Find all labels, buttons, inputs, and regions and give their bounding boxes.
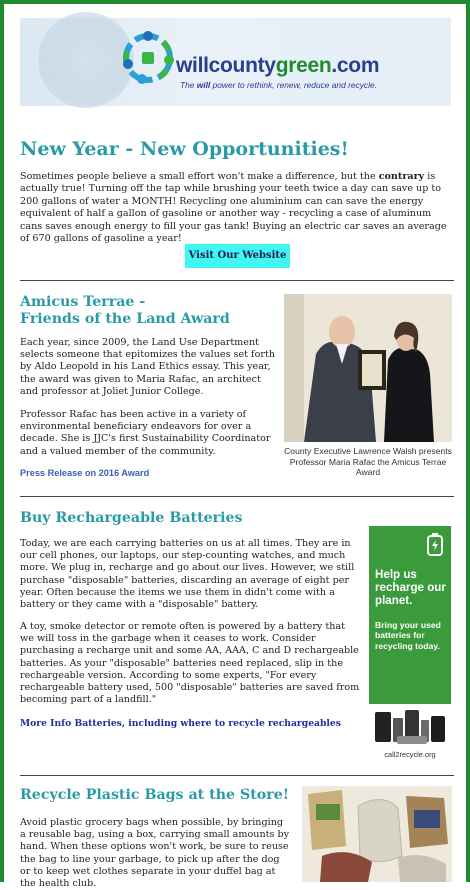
intro-text bbox=[20, 171, 450, 245]
amicus-title-line2: Friends of the Land Award bbox=[20, 311, 230, 327]
amicus-title bbox=[20, 294, 230, 328]
recycle-ring-logo-icon bbox=[116, 26, 180, 90]
ad-headline: Help us recharge our planet. bbox=[375, 568, 446, 607]
ad-body: Bring your used batteries for recycling today. bbox=[375, 620, 441, 651]
section-divider bbox=[20, 496, 454, 497]
battery-icon bbox=[425, 532, 445, 556]
brand-part-2: green bbox=[275, 54, 332, 77]
intro-text-after: is actually true! Turning off the tap while brushing your teeth twice a day can save up to 200 gallons of water a MONTH! Recycling one aluminium can can save the energy equivalent of half a gallon of gasoline or another way - recycling a case of aluminum cans saves enough energy to fill your gas tank! Buying an electric car saves an average of 670 gallons of gasoline a year! bbox=[20, 171, 447, 245]
ad-url: call2recycle.org bbox=[384, 750, 436, 759]
tagline-bold: will bbox=[196, 80, 211, 90]
press-release-link[interactable]: Press Release on 2016 Award bbox=[20, 468, 150, 478]
batteries-paragraph-1: Today, we are each carrying batteries on us at all times. They are in our cell phones, our laptops, our step-counting watches, and much more. We plug in, recharge and go about our lives. However, we still purchase "disposable" batteries, discarding an average of eight per year. Often because the items we use them in didn't come with a battery or they came with a "disposable" battery. bbox=[20, 538, 355, 611]
plastic-paragraph-1: Avoid plastic grocery bags when possible, by bringing a reusable bag, using a box, carrying small amounts by hand. When these options won't work, be sure to reuse the bag to line your garbage, to pick up after the dog or to keep wet clothes separate in your duffel bag at the health club. bbox=[20, 817, 290, 890]
batteries-title: Buy Rechargeable Batteries bbox=[20, 510, 243, 526]
visit-website-button[interactable]: Visit Our Website bbox=[185, 244, 290, 268]
award-photo bbox=[284, 294, 452, 442]
amicus-paragraph-2: Professor Rafac has been active in a variety of environmental beneficiary endeavors for over a decade. She is JJC's first Sustainability Coordinator and a valued member of the community. bbox=[20, 409, 271, 457]
tagline-pre: The bbox=[180, 80, 197, 90]
ad-green-panel bbox=[369, 526, 451, 704]
batteries-more-info-link[interactable]: More Info Batteries, including where to recycle rechargeables bbox=[20, 718, 341, 729]
plastic-bags-image bbox=[302, 786, 452, 882]
phones-batteries-image bbox=[371, 706, 449, 748]
header-banner[interactable] bbox=[20, 18, 451, 106]
brand-tagline bbox=[180, 80, 377, 90]
award-photo-caption: County Executive Lawrence Walsh presents Professor Maria Rafac the Amicus Terrae Award bbox=[284, 446, 452, 477]
intro-title: New Year - New Opportunities! bbox=[20, 138, 349, 160]
call2recycle-ad[interactable] bbox=[369, 526, 451, 764]
intro-text-before: Sometimes people believe a small effort won't make a difference, but the bbox=[20, 171, 379, 182]
tagline-post: power to rethink, renew, reduce and recycle. bbox=[210, 80, 377, 90]
section-divider bbox=[20, 775, 454, 776]
intro-text-bold: contrary bbox=[378, 171, 425, 182]
plastic-bags-photo bbox=[302, 786, 452, 882]
award-photo-image bbox=[284, 294, 452, 442]
section-divider bbox=[20, 280, 454, 281]
amicus-paragraph-1: Each year, since 2009, the Land Use Department selects someone that epitomizes the values set forth by Aldo Leopold in his Land Ethics essay. This year, the award was given to Maria Rafac, an architect and professor at Joliet Junior College. bbox=[20, 337, 276, 397]
brand-part-1: willcounty bbox=[176, 54, 276, 77]
brand-wordmark bbox=[176, 54, 379, 78]
amicus-title-line1: Amicus Terrae - bbox=[20, 294, 146, 310]
plastic-title: Recycle Plastic Bags at the Store! bbox=[20, 787, 289, 803]
brand-part-3: .com bbox=[331, 54, 380, 77]
batteries-paragraph-2: A toy, smoke detector or remote often is powered by a battery that we will toss in the garbage when it ceases to work. Consider purchasing a recharge unit and some AA, AAA, C and D rechargeable batteries. As your "disposable" batteries need replaced, slip in the rechargeable version. According to some experts, "For every rechargeable battery used, 500 "disposable" batteries are saved from becoming part of a landfill." bbox=[20, 621, 360, 706]
